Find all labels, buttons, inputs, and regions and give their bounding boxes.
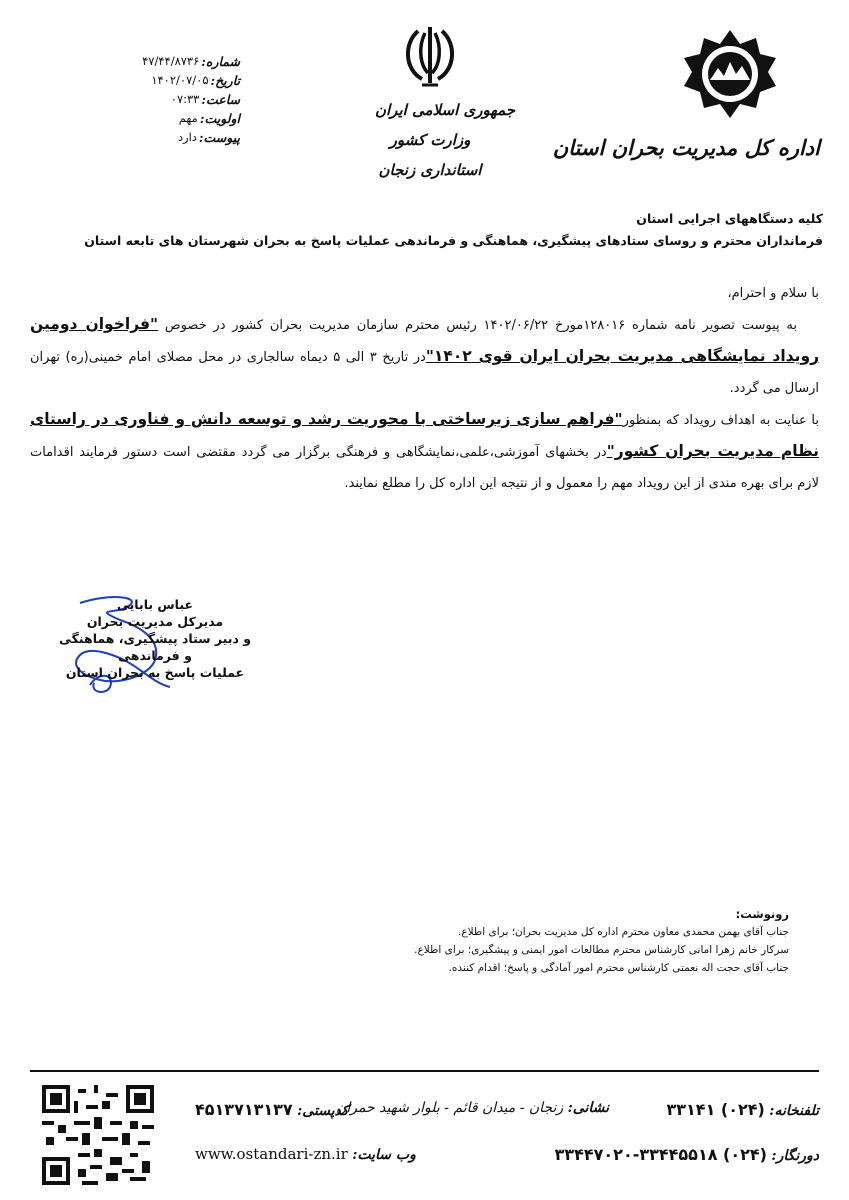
meta-priority: اولویت: مهم [178, 111, 240, 126]
footer-address: نشانی: زنجان - میدان قائم - بلوار شهید حمران [336, 1100, 609, 1116]
emblem-line-2: وزارت کشور [389, 131, 471, 149]
carbon-copy [414, 905, 789, 977]
emblem-line-3: استانداری زنجان [378, 161, 482, 179]
signer-title-2: و دبیر ستاد پیشگیری، هماهنگی و فرماندهی [59, 631, 251, 663]
letter-body [30, 278, 819, 499]
recipient-line-2: فرمانداران محترم و روسای ستادهای پیشگیری، هماهنگی و فرماندهی عملیات پاسخ به بحران شهرستان های تابعه استان [84, 233, 823, 248]
event-title: "فراخوان دومین رویداد نمایشگاهی مدیریت بحران ایران قوی ۱۴۰۲" [30, 315, 819, 365]
footer-divider [30, 1070, 819, 1072]
paragraph-1: به پیوست تصویر نامه شماره ۱۲۸۰۱۶مورخ ۱۴۰۲/۰۶/۲۲ رئیس محترم سازمان مدیریت بحران کشور در خصوص "فراخوان دومین رویداد نمایشگاهی مدیریت بحران ایران قوی ۱۴۰۲"در تاریخ ۳ الی ۵ دیماه سالجاری در محل مصلای امام خمینی(ره) تهران ارسال می گردد. [30, 315, 819, 396]
paragraph-2: با عنایت به اهداف رویداد که بمنظور"فراهم سازی زیرساختی با محوریت رشد و توسعه دانش و فناوری در راستای نظام مدیریت بحران کشور"در بخشهای آموزشی،علمی،نمایشگاهی و فرهنگی برگزار می گردد مقتضی است دستور فرمایند اقدامات لازم برای بهره مندی از این رویداد مهم را معمول و از نتیجه این اداره کل را مطلع نمایند. [30, 410, 819, 491]
crisis-management-logo-icon [680, 28, 780, 128]
iran-emblem-icon [398, 25, 462, 91]
signer-title-1: مدیرکل مدیریت بحران [86, 614, 224, 629]
cc-item: جناب آقای حجت اله نعمتی کارشناس محترم امور آمادگی و پاسخ؛ اقدام کننده. [448, 962, 789, 974]
footer-phone: تلفنخانه: (۰۲۴) ۳۳۱۴۱ [666, 1100, 819, 1119]
qr-code-icon [42, 1085, 154, 1185]
footer-website: وب سایت: www.ostandari-zn.ir [195, 1145, 416, 1163]
recipients [84, 208, 823, 252]
event-goal: "فراهم سازی زیرساختی با محوریت رشد و توسعه دانش و فناوری در راستای نظام مدیریت بحران کشور" [30, 410, 819, 460]
greeting: با سلام و احترام، [727, 286, 819, 301]
signature-block [55, 596, 255, 681]
footer-postal: کدپستی: ۴۵۱۳۷۱۳۱۳۷ [195, 1100, 349, 1119]
letter-meta [110, 52, 240, 147]
meta-date: تاریخ: ۱۴۰۲/۰۷/۰۵ [151, 73, 240, 88]
signer-title-3: عملیات پاسخ به بحران استان [65, 665, 245, 680]
cc-heading: رونوشت: [735, 907, 789, 921]
emblem-line-1: جمهوری اسلامی ایران [375, 101, 516, 119]
recipient-line-1: کلیه دستگاههای اجرایی استان [636, 211, 823, 226]
signer-name: عباس بابایی [116, 597, 194, 612]
meta-attachment: پیوست: دارد [177, 130, 240, 145]
cc-item: سرکار خانم زهرا امانی کارشناس محترم مطالعات امور ایمنی و پیشگیری؛ برای اطلاع. [414, 944, 789, 956]
organization-name: اداره کل مدیریت بحران استان [552, 135, 820, 160]
footer-fax: دورنگار: (۰۲۴) ۳۳۴۴۵۵۱۸-۳۳۴۴۷۰۲۰ [554, 1145, 819, 1164]
national-emblem [375, 25, 516, 210]
cc-item: جناب آقای بهمن محمدی معاون محترم اداره کل مدیریت بحران؛ برای اطلاع. [458, 926, 789, 938]
meta-number: شماره: ۴۷/۴۴/۸۷۳۶ [142, 54, 240, 69]
meta-time: ساعت: ۰۷:۳۳ [170, 92, 240, 107]
